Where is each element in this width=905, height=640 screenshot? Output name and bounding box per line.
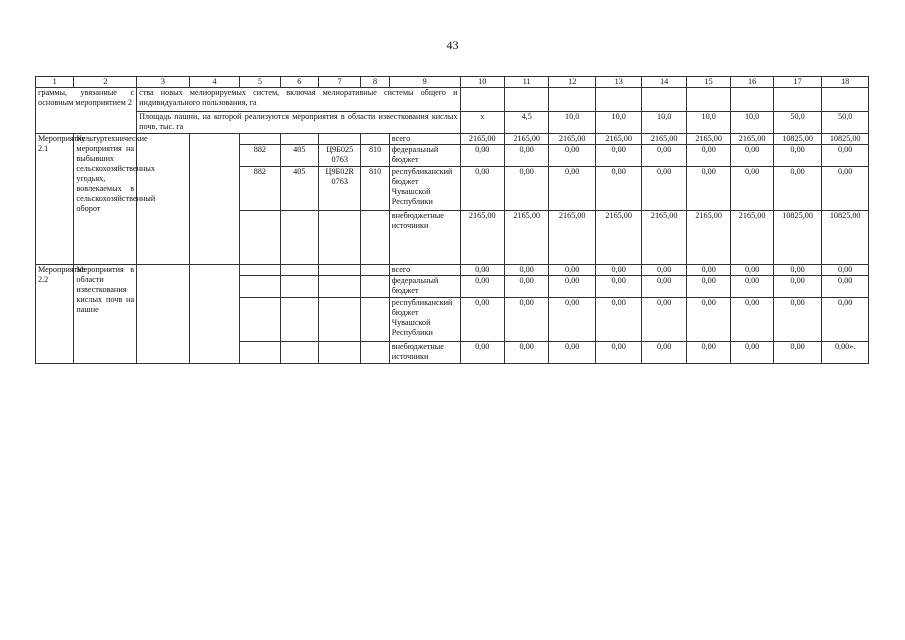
column-number: 13 <box>595 77 642 88</box>
value-cell: 0,00 <box>773 276 822 298</box>
value-cell: 0,00 <box>642 167 686 211</box>
code-cell <box>240 211 280 265</box>
value-cell: 2165,00 <box>595 211 642 265</box>
value-cell: 0,00 <box>731 298 773 342</box>
code-cell <box>240 265 280 276</box>
area-value-cell: 10,0 <box>731 112 773 134</box>
code-cell <box>319 298 361 342</box>
column-number: 5 <box>240 77 280 88</box>
funding-source: республиканский бюджет Чувашской Республики <box>389 167 460 211</box>
value-cell: 0,00 <box>504 265 548 276</box>
area-value-cell: 10,0 <box>686 112 730 134</box>
code-cell: Ц9Б025 0763 <box>319 145 361 167</box>
column-number: 10 <box>460 77 504 88</box>
value-cell: 2165,00 <box>504 134 548 145</box>
measure-name: Мероприятие 2.1 <box>36 134 74 265</box>
code-cell: 405 <box>280 167 318 211</box>
value-cell: 2165,00 <box>460 134 504 145</box>
code-cell <box>361 265 389 276</box>
empty-cell <box>189 265 240 364</box>
value-cell: 2165,00 <box>731 134 773 145</box>
code-cell <box>319 265 361 276</box>
value-cell: 0,00 <box>460 265 504 276</box>
column-number: 12 <box>549 77 596 88</box>
value-cell: 0,00 <box>595 276 642 298</box>
column-number: 14 <box>642 77 686 88</box>
value-cell: 0,00 <box>822 265 869 276</box>
area-value-cell: 10,0 <box>642 112 686 134</box>
area-value-cell: 50,0 <box>773 112 822 134</box>
column-number: 8 <box>361 77 389 88</box>
value-cell: 0,00 <box>460 145 504 167</box>
value-cell: 0,00 <box>686 167 730 211</box>
column-number: 2 <box>74 77 137 88</box>
code-cell <box>280 265 318 276</box>
code-cell <box>319 342 361 364</box>
value-cell: 0,00 <box>642 145 686 167</box>
code-cell <box>361 211 389 265</box>
column-number-row <box>36 77 869 88</box>
code-cell: 810 <box>361 145 389 167</box>
area-value-cell: х <box>460 112 504 134</box>
value-cell: 0,00 <box>642 276 686 298</box>
continued-program-text: граммы, увязанные с основным мероприятием 2 <box>36 88 137 134</box>
value-cell: 0,00 <box>595 145 642 167</box>
value-cell: 0,00 <box>504 298 548 342</box>
value-cell: 2165,00 <box>686 134 730 145</box>
value-cell: 0,00 <box>460 298 504 342</box>
value-cell: 0,00 <box>504 276 548 298</box>
code-cell <box>319 134 361 145</box>
value-cell: 0,00 <box>595 265 642 276</box>
value-cell: 0,00 <box>504 145 548 167</box>
column-number: 3 <box>137 77 190 88</box>
value-cell: 2165,00 <box>549 211 596 265</box>
column-number: 7 <box>319 77 361 88</box>
area-indicator-row <box>36 112 869 134</box>
value-cell: 0,00 <box>549 276 596 298</box>
value-cell: 0,00 <box>731 145 773 167</box>
value-cell: 0,00 <box>549 145 596 167</box>
continued-row-1 <box>36 88 869 112</box>
column-number: 17 <box>773 77 822 88</box>
code-cell <box>361 276 389 298</box>
value-cell: 10825,00 <box>822 134 869 145</box>
value-cell: 0,00 <box>822 276 869 298</box>
value-cell: 2165,00 <box>731 211 773 265</box>
table-body <box>36 77 869 364</box>
area-value-cell: 50,0 <box>822 112 869 134</box>
value-cell: 0,00 <box>773 342 822 364</box>
column-number: 9 <box>389 77 460 88</box>
value-cell: 0,00 <box>460 342 504 364</box>
code-cell <box>361 298 389 342</box>
value-cell: 2165,00 <box>642 211 686 265</box>
value-cell: 0,00 <box>731 276 773 298</box>
column-number: 4 <box>189 77 240 88</box>
measure-row <box>36 134 869 145</box>
value-cell: 0,00 <box>549 342 596 364</box>
value-cell: 0,00 <box>731 265 773 276</box>
value-cell: 10825,00 <box>822 211 869 265</box>
measure-title: Мероприятия в области известкования кислых почв на пашне <box>74 265 137 364</box>
value-cell: 0,00 <box>822 167 869 211</box>
value-cell: 0,00 <box>731 167 773 211</box>
code-cell <box>240 298 280 342</box>
value-cell: 2165,00 <box>504 211 548 265</box>
value-cell: 0,00 <box>773 167 822 211</box>
area-value-cell: 10,0 <box>549 112 596 134</box>
value-cell: 0,00 <box>822 145 869 167</box>
value-cell: 0,00 <box>686 265 730 276</box>
area-indicator-text: Площадь пашни, на которой реализуются мероприятия в области известкования кислых почв, тыс. га <box>137 112 460 134</box>
value-cell: 0,00 <box>642 265 686 276</box>
column-number: 16 <box>731 77 773 88</box>
code-cell: Ц9Б02R 0763 <box>319 167 361 211</box>
page-number: 43 <box>446 38 459 52</box>
code-cell: 882 <box>240 167 280 211</box>
funding-source: федеральный бюджет <box>389 145 460 167</box>
value-cell: 0,00 <box>595 342 642 364</box>
column-number: 15 <box>686 77 730 88</box>
value-cell: 0,00 <box>773 298 822 342</box>
empty-cell <box>137 265 190 364</box>
program-table <box>35 76 869 364</box>
value-cell: 0,00 <box>731 342 773 364</box>
funding-source: внебюджетные источники <box>389 211 460 265</box>
value-cell: 0,00 <box>549 265 596 276</box>
code-cell <box>361 134 389 145</box>
value-cell: 0,00 <box>686 298 730 342</box>
area-value-cell: 4,5 <box>504 112 548 134</box>
code-cell <box>280 298 318 342</box>
code-cell <box>240 134 280 145</box>
value-cell: 0,00 <box>460 276 504 298</box>
code-cell: 405 <box>280 145 318 167</box>
code-cell <box>280 211 318 265</box>
column-number: 18 <box>822 77 869 88</box>
code-cell <box>280 342 318 364</box>
value-cell: 10825,00 <box>773 134 822 145</box>
funding-source: федеральный бюджет <box>389 276 460 298</box>
code-cell: 810 <box>361 167 389 211</box>
code-cell <box>280 134 318 145</box>
value-cell: 0,00 <box>686 145 730 167</box>
value-cell: 0,00 <box>773 265 822 276</box>
area-value-cell: 10,0 <box>595 112 642 134</box>
empty-cell <box>189 134 240 265</box>
value-cell: 2165,00 <box>595 134 642 145</box>
funding-source: республиканский бюджет Чувашской Республики <box>389 298 460 342</box>
measure-title: Культуртехнические мероприятия на выбывших сельскохозяйственных угодьях, вовлекаемых в сельскохозяйственный оборот <box>74 134 137 265</box>
value-cell: 0,00 <box>686 276 730 298</box>
code-cell <box>280 276 318 298</box>
value-cell: 2165,00 <box>686 211 730 265</box>
column-number: 6 <box>280 77 318 88</box>
continued-indicator-text: ства новых мелиорируемых систем, включая мелиоративные системы общего и индивидуального пользования, га <box>137 88 460 112</box>
value-cell: 2165,00 <box>549 134 596 145</box>
code-cell: 882 <box>240 145 280 167</box>
value-cell: 0,00 <box>773 145 822 167</box>
code-cell <box>319 276 361 298</box>
value-cell: 2165,00 <box>642 134 686 145</box>
value-cell: 0,00 <box>686 342 730 364</box>
value-cell: 10825,00 <box>773 211 822 265</box>
value-cell: 2165,00 <box>460 211 504 265</box>
value-cell: 0,00». <box>822 342 869 364</box>
value-cell: 0,00 <box>460 167 504 211</box>
value-cell: 0,00 <box>822 298 869 342</box>
funding-source: внебюджетные источники <box>389 342 460 364</box>
funding-source: всего <box>389 134 460 145</box>
value-cell: 0,00 <box>595 298 642 342</box>
column-number: 1 <box>36 77 74 88</box>
measure-name: Мероприятие 2.2 <box>36 265 74 364</box>
value-cell: 0,00 <box>642 298 686 342</box>
value-cell: 0,00 <box>595 167 642 211</box>
column-number: 11 <box>504 77 548 88</box>
funding-source: всего <box>389 265 460 276</box>
code-cell <box>319 211 361 265</box>
value-cell: 0,00 <box>504 342 548 364</box>
code-cell <box>240 342 280 364</box>
value-cell: 0,00 <box>642 342 686 364</box>
code-cell <box>240 276 280 298</box>
value-cell: 0,00 <box>504 167 548 211</box>
measure-row <box>36 265 869 276</box>
code-cell <box>361 342 389 364</box>
value-cell: 0,00 <box>549 167 596 211</box>
value-cell: 0,00 <box>549 298 596 342</box>
